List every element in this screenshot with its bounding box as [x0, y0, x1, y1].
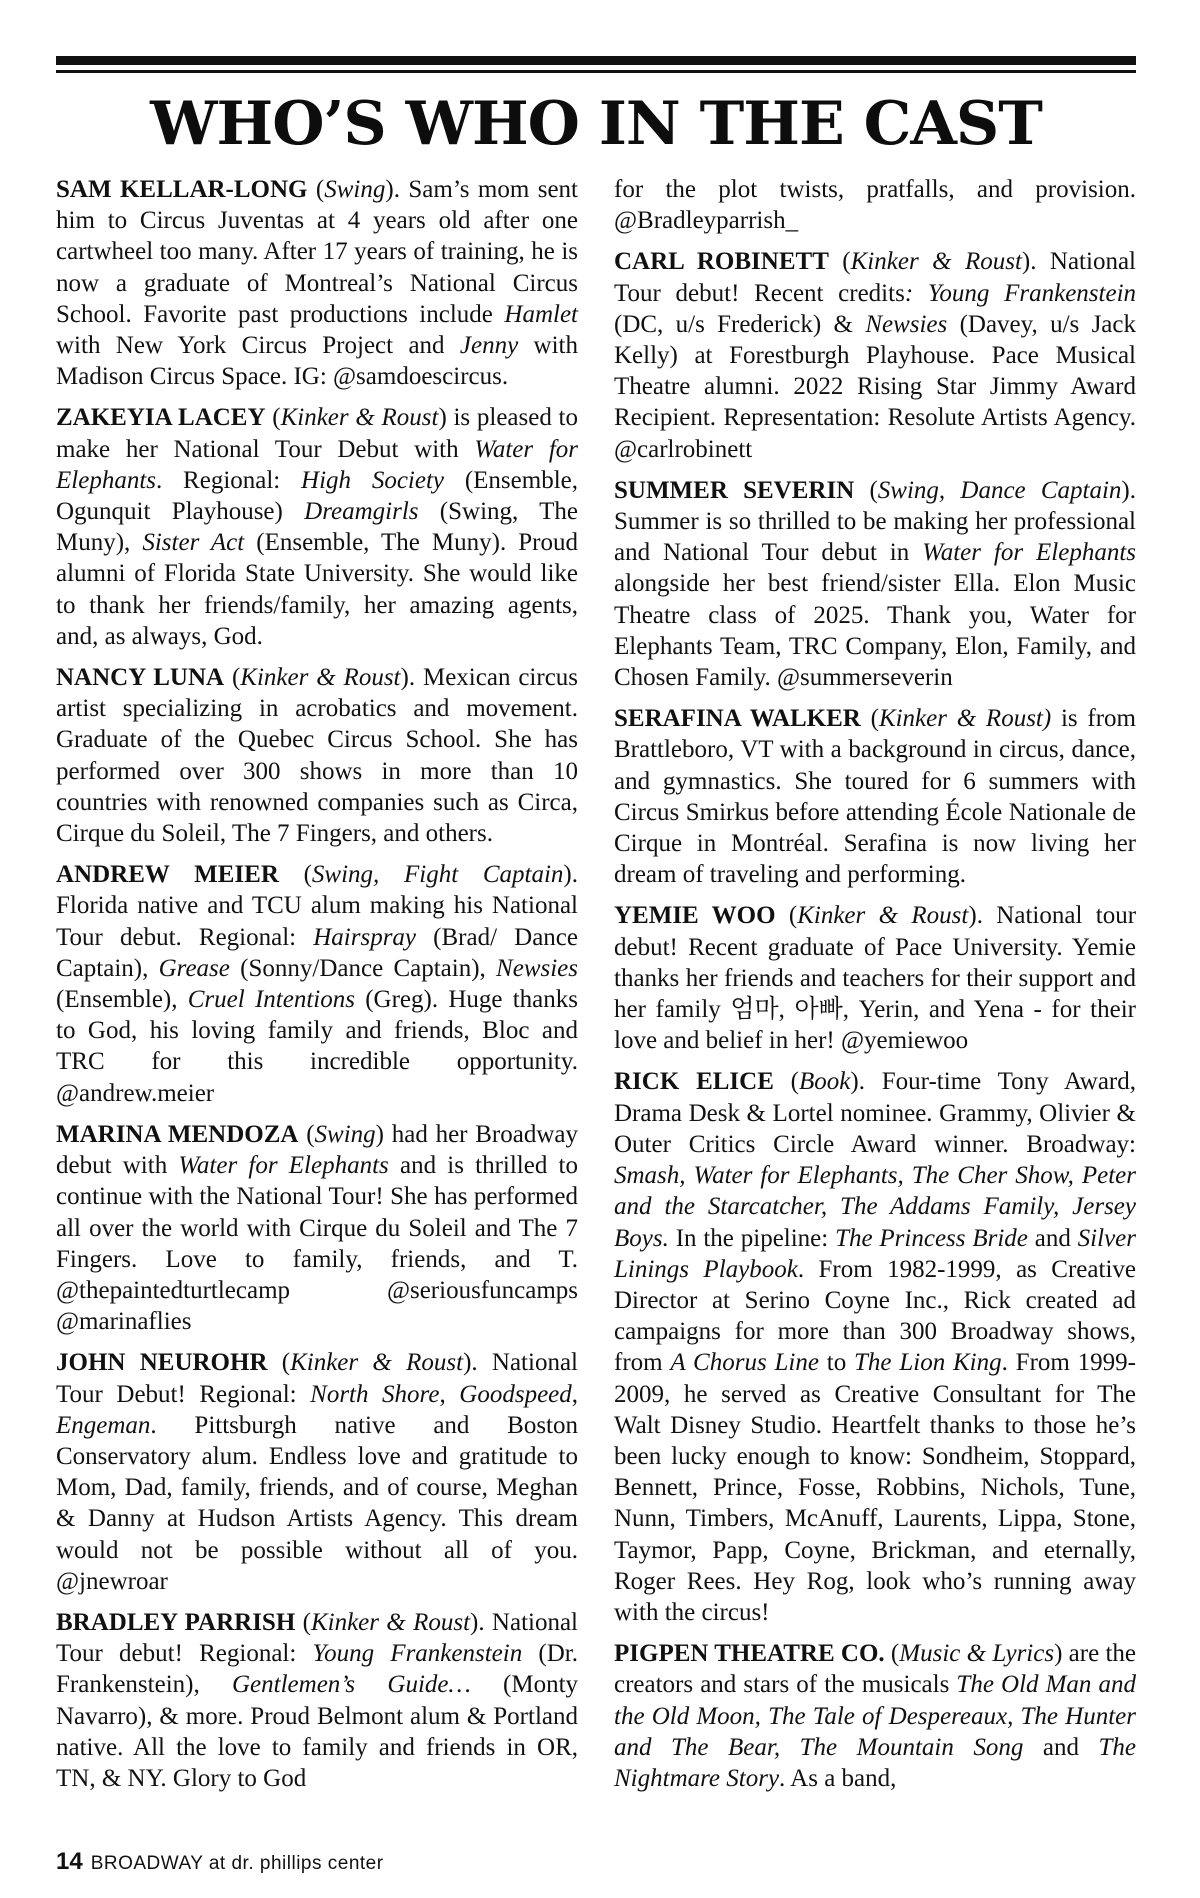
cast-bio: [614, 1066, 1136, 1628]
italic-text: Smash, Water for Elephants, The Cher Show, Peter and the Starcatcher, The Addams Family, Jersey Boys.: [614, 1162, 1136, 1252]
bio-text: (Sonny/Dance Captain),: [229, 954, 497, 982]
bio-text: ). Florida native and TCU alum making his National Tour debut. Regional:: [56, 861, 578, 951]
cast-bio: [614, 703, 1136, 890]
bio-text: ,: [439, 1380, 460, 1408]
italic-text: Kinker & Roust: [240, 664, 401, 692]
italic-text: Swing: [314, 1120, 376, 1148]
italic-text: High Society: [301, 466, 445, 494]
italic-text: Hamlet: [504, 300, 578, 328]
italic-text: Newsies: [865, 310, 948, 338]
bio-text: and: [1023, 1733, 1099, 1761]
cast-bio: [56, 1607, 578, 1794]
italic-text: Swing, Fight Captain: [311, 861, 564, 889]
cast-bio: [56, 859, 578, 1109]
italic-text: Dreamgirls: [304, 498, 419, 526]
bio-text: with Madison Circus Space. IG: @samdoescircus.: [56, 332, 579, 391]
bio-text: to: [818, 1349, 855, 1377]
cast-name: CARL ROBINETT: [614, 248, 829, 276]
italic-text: Gentlemen’s Guide…: [232, 1671, 471, 1699]
cast-bio: [56, 662, 578, 849]
italic-text: A Chorus Line: [670, 1349, 819, 1377]
italic-text: Kinker & Roust: [310, 1608, 471, 1636]
italic-text: Kinker & Roust): [878, 705, 1052, 733]
bio-text: is from Brattleboro, VT with a background in circus, dance, and gymnastics. She toured for 6 summers with Circus Smirkus before attending École Nationale de Cirque in Montréal. Serafina is now living her dream of traveling and performing.: [614, 705, 1136, 889]
bio-text: . From 1982-1999, as Creative Director at Serino Coyne Inc., Rick created ad campaigns for more than 300 Broadway shows, from: [614, 1255, 1136, 1377]
italic-text: Kinker & Roust: [797, 902, 969, 930]
bio-text: (Ensemble),: [56, 986, 188, 1014]
cast-name: NANCY LUNA: [56, 664, 225, 692]
italic-text: Cruel Intentions: [187, 986, 355, 1014]
italic-text: Music & Lyrics: [899, 1640, 1055, 1668]
bio-text: ). Four-time Tony Award, Drama Desk & Lortel nominee. Grammy, Olivier & Outer Critics Circle Award winner. Broadway:: [614, 1068, 1137, 1158]
italic-text: Sister Act: [142, 529, 245, 557]
bio-text: ). Mexican circus artist specializing in acrobatics and movement. Graduate of the Quebec Circus School. She has performed over 300 shows in more than 10 countries with renowned companies such as Circa, Cirque du Soleil, The 7 Fingers, and others.: [56, 664, 579, 848]
bio-text: (: [860, 705, 879, 733]
bio-text: ). National Tour debut! Recent credits: [614, 248, 1136, 307]
bio-text: ). Summer is so thrilled to be making her professional and National Tour debut in: [614, 476, 1136, 567]
top-rule-thin: [56, 70, 1136, 73]
bio-text: and is thrilled to continue with the National Tour! She has performed all over the world with Cirque du Soleil and The 7 Fingers. Love to family, friends, and T. @thepaintedturtlecamp @seriousfuncamps @marinaflies: [56, 1152, 578, 1336]
italic-text: Water for Elephants: [178, 1152, 389, 1180]
bio-text: (: [298, 1120, 315, 1148]
bio-text: . From 1999-2009, he served as Creative Consultant for The Walt Disney Studio. Heartfelt thanks to those he’s been lucky enough to know: Sondheim, Stoppard, Bennett, Prince, Fosse, Robbins, Nichols, Tune, Nunn, Timbers, McAnuff, Laurents, Lippa, Stone, Taymor, Papp, Coyne, Brickman, and eternally, Roger Rees. Hey Rog, look who’s running away with the circus!: [614, 1349, 1136, 1626]
cast-bio: [56, 1347, 578, 1597]
italic-text: Grease: [158, 954, 230, 982]
bio-text: (: [265, 404, 281, 432]
bio-text: (: [884, 1640, 900, 1668]
italic-text: North Shore: [310, 1380, 440, 1408]
bio-text: (: [828, 248, 851, 276]
bio-text: ,: [571, 1380, 579, 1408]
cast-bio: [56, 402, 578, 652]
page-title: WHO’S WHO IN THE CAST: [150, 89, 1042, 159]
cast-name: SAM KELLAR-LONG: [56, 176, 308, 203]
italic-text: Young Frankenstein: [312, 1640, 523, 1668]
left-column: [56, 174, 578, 1804]
bio-text: . As a band,: [779, 1764, 897, 1792]
cast-bio: [614, 246, 1136, 464]
italic-text: The Old Man and the Old Moon, The Tale of Despereaux, The Hunter and The Bear, The Mountain Song: [614, 1671, 1137, 1761]
bio-text: (Ensemble, The Muny). Proud alumni of Florida State University. She would like to thank her friends/family, her amazing agents, and, as always, God.: [56, 529, 579, 650]
bio-text: (Greg). Huge thanks to God, his loving family and friends, Bloc and TRC for this incredible opportunity. @andrew.meier: [56, 986, 578, 1107]
bio-text: (: [295, 1608, 311, 1636]
italic-text: Kinker & Roust: [280, 404, 439, 432]
bio-text: (: [267, 1349, 291, 1377]
cast-name: BRADLEY PARRISH: [56, 1608, 296, 1636]
cast-name: PIGPEN THEATRE CO.: [614, 1640, 885, 1668]
top-rule-thick: [56, 56, 1136, 65]
bio-text: . Pittsburgh native and Boston Conservatory alum. Endless love and gratitude to Mom, Dad, family, friends, and of course, Meghan & Danny at Hudson Artists Agency. This dream would not be possible without all of you. @jnewroar: [56, 1411, 578, 1595]
bio-text: (Davey, u/s Jack Kelly) at Forestburgh Playhouse. Pace Musical Theatre alumni. 2022 Rising Star Jimmy Award Recipient. Representation: Resolute Artists Agency. @carlrobinett: [614, 310, 1137, 463]
italic-text: Swing: [324, 176, 386, 203]
cast-name: YEMIE WOO: [614, 902, 776, 930]
bio-text: for the plot twists, pratfalls, and provision. @Bradleyparrish_: [614, 176, 1136, 235]
cast-name: JOHN NEUROHR: [56, 1349, 268, 1377]
cast-bio: [614, 900, 1136, 1056]
bio-text: ) had her Broadway debut with: [56, 1120, 579, 1180]
bio-text: (Brad/ Dance Captain),: [56, 923, 578, 982]
bio-text: (: [224, 664, 241, 692]
cast-bio: [614, 475, 1136, 693]
cast-bio: [614, 174, 1136, 236]
bio-text: (: [307, 176, 325, 203]
cast-name: SUMMER SEVERIN: [614, 476, 855, 504]
italic-text: Kinker & Roust: [850, 248, 1022, 276]
page-number: 14: [56, 1848, 83, 1875]
bio-text: (Dr. Frankenstein),: [56, 1640, 578, 1699]
bio-text: and: [1027, 1224, 1078, 1252]
right-column: [614, 174, 1136, 1804]
italic-text: Swing, Dance Captain: [877, 476, 1122, 504]
bio-text: (Swing, The Muny),: [56, 498, 578, 557]
bio-text: . Regional:: [156, 466, 302, 494]
bio-text: (: [854, 476, 878, 504]
cast-name: SERAFINA WALKER: [614, 705, 861, 733]
bio-text: ) is pleased to make her National Tour Debut with: [56, 404, 578, 463]
cast-name: RICK ELICE: [614, 1068, 774, 1096]
italic-text: Goodspeed: [459, 1380, 572, 1408]
bio-text: alongside her best friend/sister Ella. Elon Music Theatre class of 2025. Thank you, Water for Elephants Team, TRC Company, Elon, Family, and Chosen Family. @summerseverin: [614, 570, 1136, 692]
bio-text: ). National tour debut! Recent graduate of Pace University. Yemie thanks her friends and teachers for their support and her family 엄마, 아빠, Yerin, and Yena - for their love and belief in her! @yemiewoo: [614, 902, 1137, 1055]
venue-name: BROADWAY at dr. phillips center: [90, 1853, 384, 1874]
bio-text: ). Sam’s mom sent him to Circus Juventas at 4 years old after one cartwheel too many. After 17 years of training, he is now a graduate of Montreal’s National Circus School. Favorite past productions include: [56, 176, 578, 328]
italic-text: Water for Elephants: [922, 539, 1136, 567]
bio-text: ) are the creators and stars of the musicals: [614, 1640, 1136, 1699]
cast-bio: [614, 1638, 1136, 1794]
italic-text: Jenny: [459, 332, 519, 360]
italic-text: : Young Frankenstein: [904, 279, 1137, 307]
italic-text: Engeman: [56, 1411, 151, 1439]
italic-text: Water for Elephants: [56, 435, 578, 494]
bio-text: In the pipeline:: [668, 1224, 836, 1252]
italic-text: The Nightmare Story: [614, 1733, 1136, 1792]
italic-text: The Lion King: [854, 1349, 1002, 1377]
italic-text: Kinker & Roust: [290, 1349, 464, 1377]
bio-text: (Monty Navarro), & more. Proud Belmont alum & Portland native. All the love to family and friends in OR, TN, & NY. Glory to God: [56, 1671, 579, 1792]
bio-text: ). National Tour Debut! Regional:: [56, 1349, 578, 1408]
bio-text: (DC, u/s Frederick) &: [614, 310, 866, 338]
italic-text: Hairspray: [313, 923, 417, 951]
cast-bio: [56, 174, 578, 392]
italic-text: Newsies: [496, 954, 578, 982]
italic-text: Silver Linings Playbook: [614, 1224, 1136, 1283]
bio-text: (: [773, 1068, 800, 1096]
bio-text: (: [775, 902, 798, 930]
italic-text: The Princess Bride: [835, 1224, 1028, 1252]
bio-text: ). National Tour debut! Regional:: [56, 1608, 579, 1668]
bio-text: (Ensemble, Ogunquit Playhouse): [56, 466, 578, 526]
cast-bio: [56, 1119, 578, 1337]
cast-name: MARINA MENDOZA: [56, 1120, 299, 1148]
cast-name: ZAKEYIA LACEY: [56, 404, 266, 432]
cast-name: ANDREW MEIER: [56, 861, 279, 889]
bio-text: (: [278, 861, 312, 889]
page-footer: [56, 1848, 384, 1878]
bio-text: with New York Circus Project and: [56, 332, 460, 360]
italic-text: Book: [799, 1068, 851, 1096]
